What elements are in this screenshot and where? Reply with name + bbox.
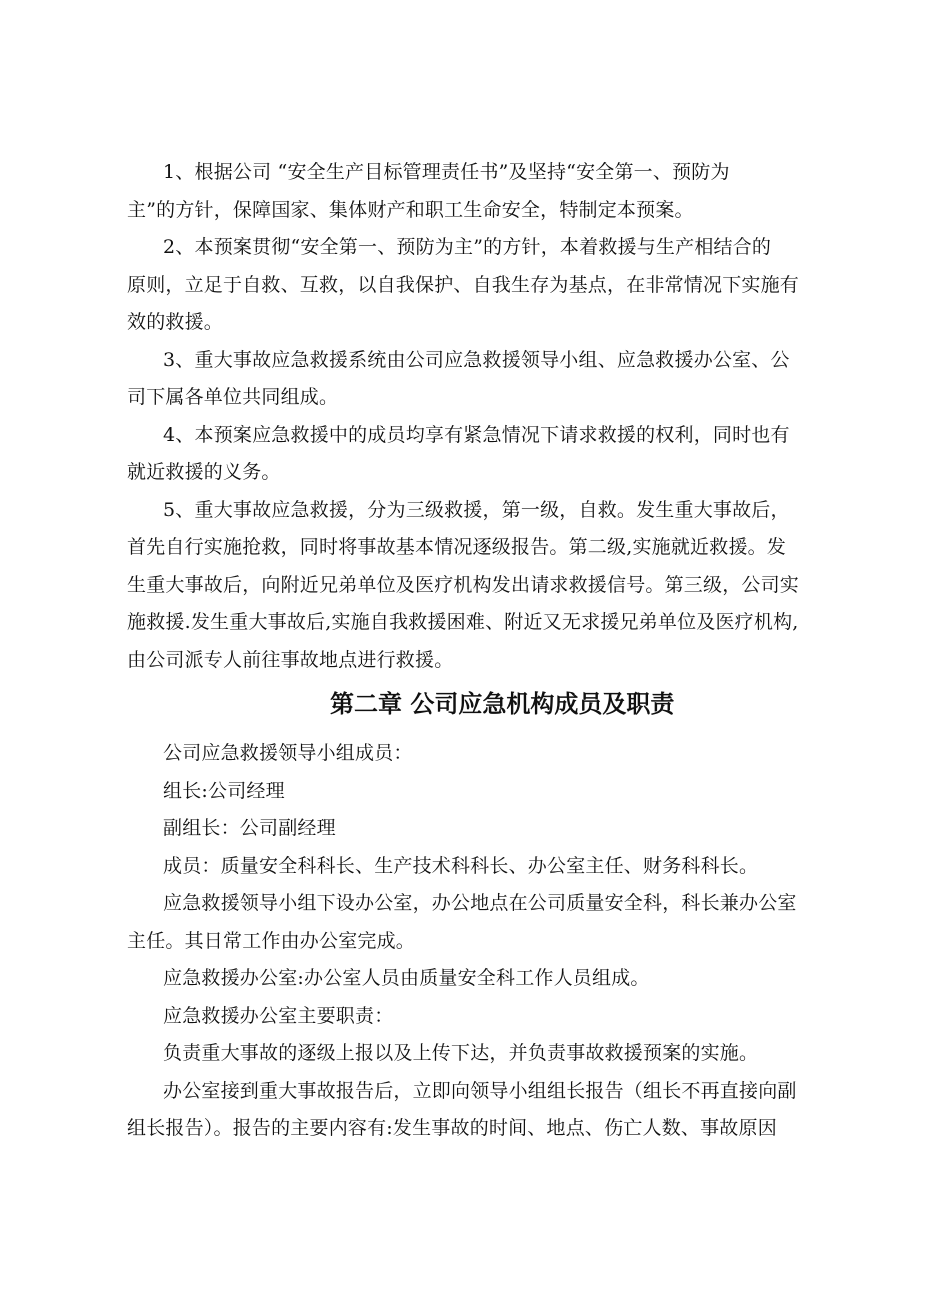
paragraph-2-line-1: 2、本预案贯彻“安全第一、预防为主”的方针，本着救援与生产相结合的 (163, 236, 772, 258)
chapter-paragraph-1-line-1: 公司应急救援领导小组成员： (163, 742, 413, 764)
paragraph-1-line-1: 1、根据公司 “安全生产目标管理责任书”及坚持“安全第一、预防为 (163, 161, 730, 183)
chapter-paragraph-4-line-1: 成员：质量安全科科长、生产技术科科长、办公室主任、财务科科长。 (163, 855, 759, 877)
paragraph-5-line-3: 生重大事故后，向附近兄弟单位及医疗机构发出请求救援信号。第三级，公司实 (127, 574, 800, 596)
paragraph-1-line-2: 主”的方针，保障国家、集体财产和职工生命安全，特制定本预案。 (127, 199, 694, 221)
paragraph-2-line-2: 原则，立足于自救、互救，以自我保护、自我生存为基点，在非常情况下实施有 (127, 274, 800, 296)
chapter-paragraph-6-line-1: 应急救援办公室:办公室人员由质量安全科工作人员组成。 (163, 967, 650, 989)
chapter-paragraph-9-line-2: 组长报告）。报告的主要内容有:发生事故的时间、地点、伤亡人数、事故原因 (127, 1117, 777, 1139)
paragraph-3-line-1: 3、重大事故应急救援系统由公司应急救援领导小组、应急救援办公室、公 (163, 349, 790, 371)
paragraph-5-line-5: 由公司派专人前往事故地点进行救援。 (127, 649, 454, 671)
chapter-paragraph-5-line-2: 主任。其日常工作由办公室完成。 (127, 930, 416, 952)
chapter-paragraph-8-line-1: 负责重大事故的逐级上报以及上传下达，并负责事故救援预案的实施。 (163, 1042, 759, 1064)
paragraph-4-line-1: 4、本预案应急救援中的成员均享有紧急情况下请求救援的权利，同时也有 (163, 424, 790, 446)
chapter-paragraph-2-line-1: 组长:公司经理 (163, 780, 285, 802)
chapter-paragraph-3-line-1: 副组长：公司副经理 (163, 817, 336, 839)
paragraph-5-line-4: 施救援.发生重大事故后,实施自我救援困难、附近又无求援兄弟单位及医疗机构, (127, 611, 799, 633)
chapter-heading: 第二章 公司应急机构成员及职责 (330, 690, 675, 718)
paragraph-4-line-2: 就近救援的义务。 (127, 461, 281, 483)
paragraph-2-line-3: 效的救援。 (127, 311, 224, 333)
chapter-paragraph-9-line-1: 办公室接到重大事故报告后，立即向领导小组组长报告（组长不再直接向副 (163, 1080, 797, 1102)
chapter-paragraph-5-line-1: 应急救援领导小组下设办公室，办公地点在公司质量安全科，科长兼办公室 (163, 892, 797, 914)
chapter-paragraph-7-line-1: 应急救援办公室主要职责： (163, 1005, 394, 1027)
paragraph-5-line-2: 首先自行实施抢救，同时将事故基本情况逐级报告。第二级,实施就近救援。发 (127, 536, 787, 558)
paragraph-3-line-2: 司下属各单位共同组成。 (127, 386, 339, 408)
paragraph-5-line-1: 5、重大事故应急救援，分为三级救援，第一级，自救。发生重大事故后， (163, 499, 790, 521)
